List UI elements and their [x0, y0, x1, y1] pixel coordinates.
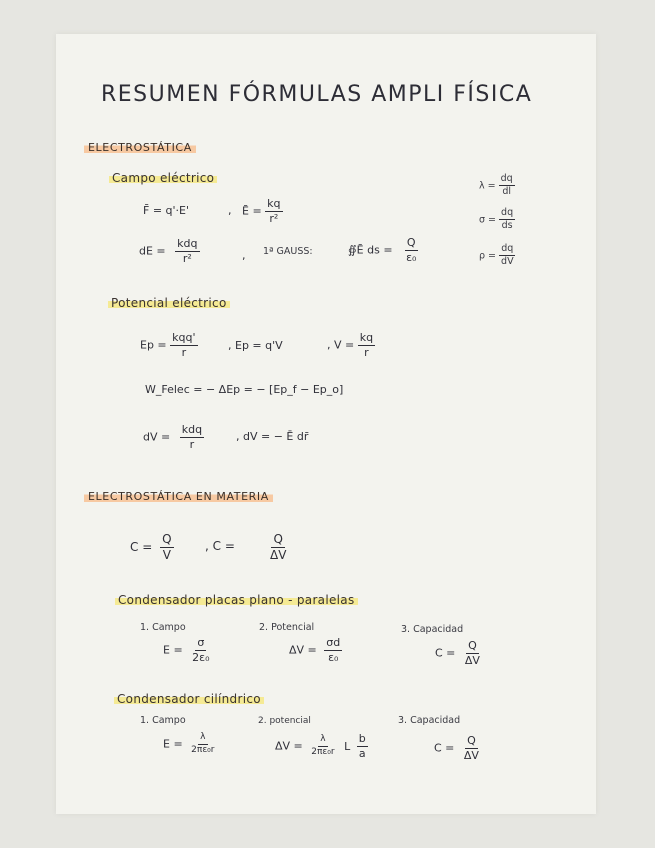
gauss-label: 1ª GAUSS: — [263, 246, 313, 257]
formula-force: F̄ = q'·E' — [143, 204, 190, 217]
page-title: RESUMEN FÓRMULAS AMPLI FÍSICA — [101, 82, 533, 107]
subheading-potencial-electrico: Potencial eléctrico — [108, 297, 230, 309]
formula-planas-campo: E = $\frac{\sigma}{\text{2ε₀}}$ — [163, 636, 210, 665]
section-heading-electrostatica: ELECTROSTÁTICA — [84, 141, 196, 154]
formula-field: Ē = $\frac{kq}{\text{r²}}$ — [242, 197, 281, 226]
formula-cil-campo: E = $\frac{\lambda}{\text{2πε₀r}}$ — [163, 732, 215, 755]
formula-work: W_Felec = − ΔEp = − [Ep_f − Ep_o] — [145, 383, 344, 396]
density-lambda: λ = $\frac{dq}{dl}$ — [479, 173, 513, 198]
formula-separator: , — [242, 249, 246, 262]
formula-Ep: Ep = $\frac{\text{kqq'}}{r}$ — [140, 331, 196, 360]
formula-separator: , — [228, 204, 232, 217]
formula-cil-capacidad: C = $\frac{Q}{\Delta V}$ — [434, 734, 479, 763]
formula-capacitance-delta: , C = — [205, 539, 235, 553]
formula-capacitance: C = $\frac{Q}{V}$ — [130, 532, 172, 563]
label-campo: 1. Campo — [140, 622, 186, 633]
label-campo: 1. Campo — [140, 715, 186, 726]
formula-gauss: ∯Ē ds = $\frac{Q}{\text{ε₀}}$ — [348, 236, 417, 265]
label-potencial: 2. potencial — [258, 716, 311, 726]
formula-dE: dE = $\frac{\text{kdq}}{\text{r²}}$ — [139, 237, 198, 266]
density-rho: ρ = $\frac{dq}{dV}$ — [479, 243, 514, 268]
formula-planas-capacidad: C = $\frac{Q}{\Delta V}$ — [435, 639, 480, 668]
formula-Ep-q: , Ep = q'V — [228, 339, 283, 352]
label-potencial: 2. Potencial — [259, 622, 315, 633]
formula-capacitance-delta-frac: $\frac{Q}{\Delta V}$ — [270, 532, 287, 563]
formula-dV: dV = $\frac{\text{kdq}}{r}$ — [143, 423, 203, 452]
label-capacidad: 3. Capacidad — [401, 624, 464, 635]
section-heading-materia: ELECTROSTÁTICA EN MATERIA — [84, 490, 273, 503]
density-sigma: σ = $\frac{dq}{ds}$ — [479, 207, 514, 232]
subheading-cilindrico: Condensador cilíndrico — [114, 693, 264, 705]
subheading-placas-paralelas: Condensador placas plano - paralelas — [115, 594, 358, 606]
formula-cil-potencial: ΔV = $\frac{\lambda}{\text{2πε₀r}}$ L $\frac{b}{a}$ — [275, 732, 366, 761]
subheading-campo-electrico: Campo eléctrico — [109, 172, 217, 184]
formula-dV-field: , dV = − Ē dr̄ — [236, 430, 309, 443]
formula-V: , V = $\frac{kq}{r}$ — [327, 331, 374, 360]
label-capacidad: 3. Capacidad — [398, 715, 461, 726]
formula-planas-potencial: ΔV = $\frac{\sigma d}{\text{ε₀}}$ — [289, 636, 341, 665]
